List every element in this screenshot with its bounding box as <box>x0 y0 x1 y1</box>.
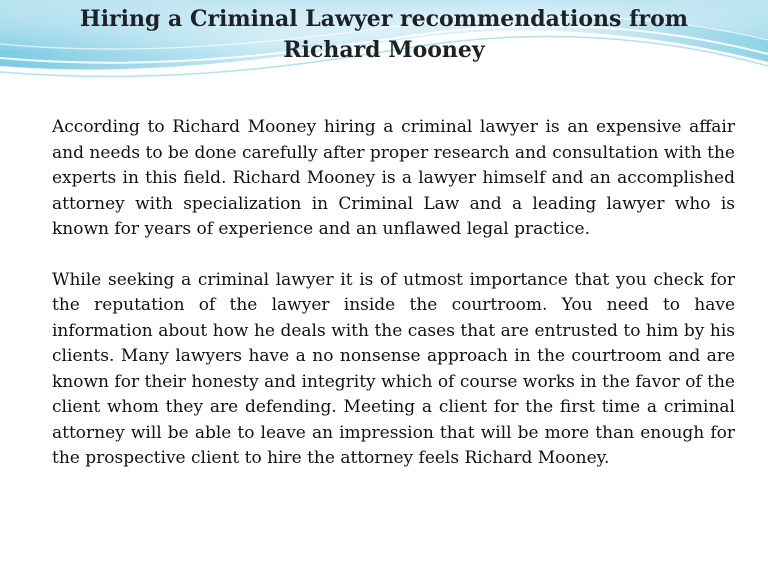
paragraph-1: According to Richard Mooney hiring a criminal lawyer is an expensive affair and needs to be done carefully after proper research and consultation with the experts in this field. Richard Mooney is a lawyer himself and an accomplished attorney with specialization in Criminal Law and a leading lawyer who is known for years of experience and an unflawed legal practice. <box>52 117 735 239</box>
slide-title: Hiring a Criminal Lawyer recommendations from Richard Mooney <box>79 6 689 63</box>
slide-body <box>52 115 735 497</box>
paragraph-2: While seeking a criminal lawyer it is of utmost importance that you check for the reputation of the lawyer inside the courtroom. You need to have information about how he deals with the cases that are entrusted to him by his clients. Many lawyers have a no nonsense approach in the courtroom and are known for their honesty and integrity which of course works in the favor of the client whom they are defending. Meeting a client for the first time a criminal attorney will be able to leave an impression that will be more than enough for the prospective client to hire the attorney feels Richard Mooney. <box>52 269 735 468</box>
